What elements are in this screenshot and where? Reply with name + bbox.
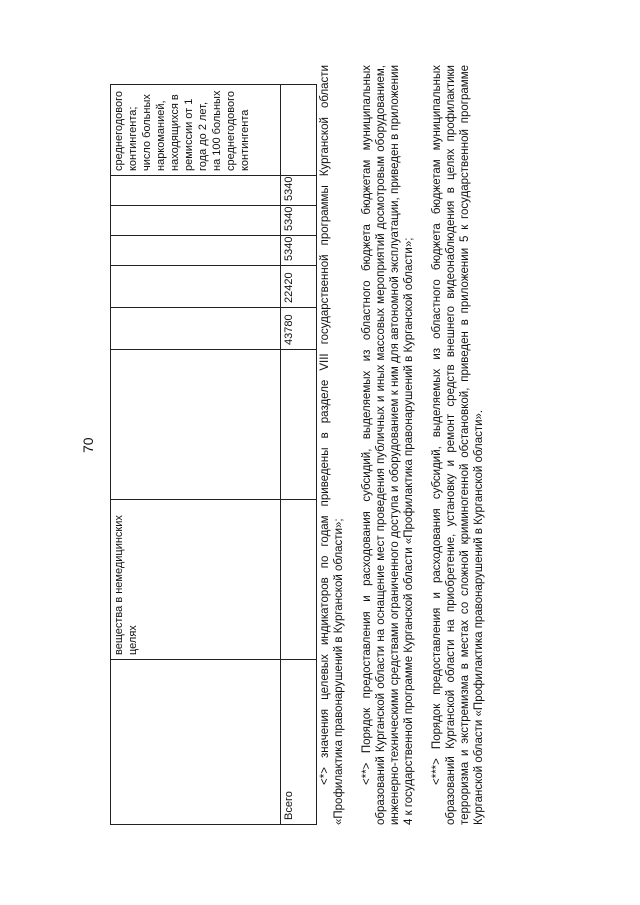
table-cell [111, 350, 281, 500]
table-cell: среднегодового контингента; число больных наркоманией, находящихся в ремиссии от 1 года до 2 лет, на 100 больных среднегодового контингента [111, 85, 281, 176]
table-cell [111, 308, 281, 350]
table-cell [281, 350, 317, 500]
footnote-2: <**> Порядок предоставления и расходования субсидий, выделяемых из областного бюджета бюджетам муниципальных образований Курганской области на оснащение мест проведения публичных и иных массовых мероприятий досмотровым оборудованием, инженерно-техническими средствами ограниченного доступа и оборудованием к ним для автономной эксплуатации, приведен в приложении 4 к государственной программе Курганской области «Профилактика правонарушений в Курганской области»; [361, 65, 415, 825]
table-cell [281, 500, 317, 660]
table-row [281, 85, 317, 825]
table-cell: 5340 [281, 206, 317, 236]
table-cell: 5340 [281, 176, 317, 206]
footnote-3: <***> Порядок предоставления и расходования субсидий, выделяемых из областного бюджета бюджетам муниципальных образований Курганской области на приобретение, установку и ремонт средств внешнего видеонаблюдения в целях профилактики терроризма и экстремизма в местах со сложной криминогенной обстановкой, приведен в приложении 5 к государственной программе Курганской области «Профилактика правонарушений в Курганской области». [431, 65, 485, 825]
table-cell: 22420 [281, 266, 317, 308]
footnotes [318, 65, 500, 825]
indicators-table [110, 84, 317, 825]
page-number: 70 [80, 437, 96, 453]
table-cell: 43780 [281, 308, 317, 350]
table-cell-total-label: Всего [281, 660, 317, 825]
table-row [111, 85, 281, 825]
footnote-1: <*> значения целевых индикаторов по годам приведены в разделе VIII государственной программы Курганской области «Профилактика правонарушений в Курганской области»; [319, 65, 345, 825]
table-cell [111, 660, 281, 825]
table-cell: 5340 [281, 236, 317, 266]
table-cell [111, 266, 281, 308]
table-cell [281, 85, 317, 176]
table-cell [111, 176, 281, 206]
table-cell: вещества в немедицинских целях [111, 500, 281, 660]
table-cell [111, 236, 281, 266]
table-cell [111, 206, 281, 236]
